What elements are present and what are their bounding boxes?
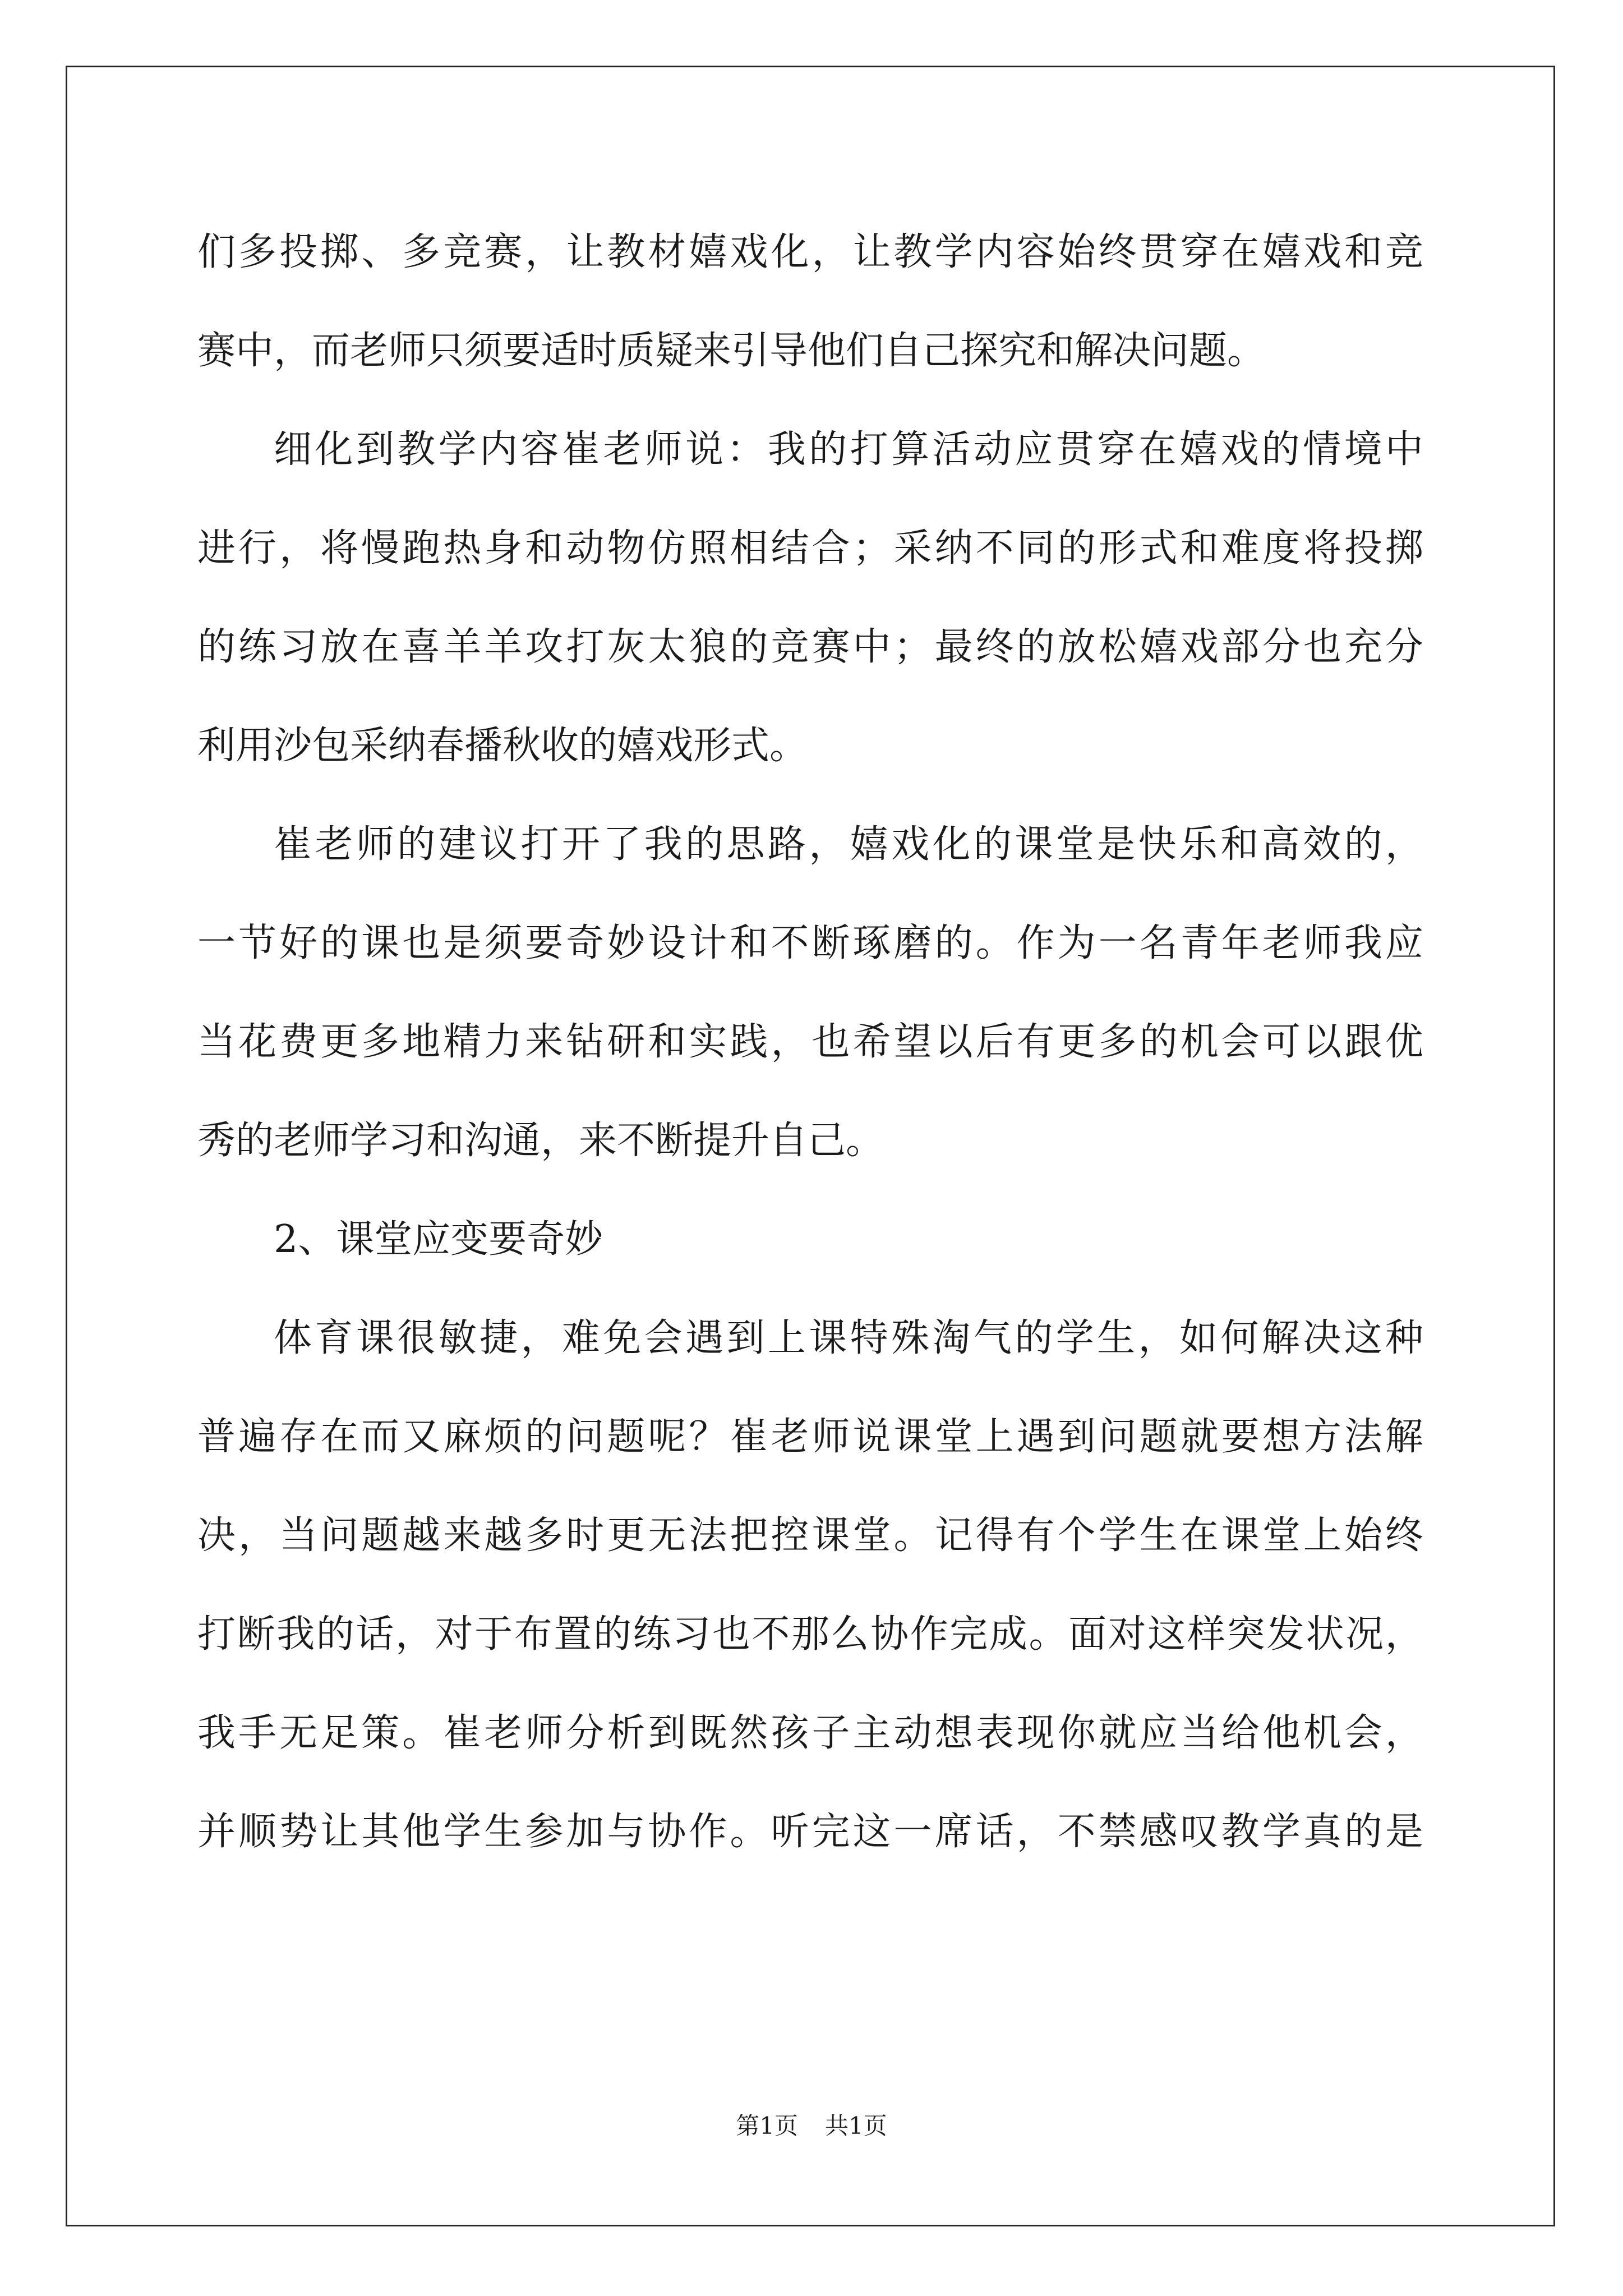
text-line: 的 练 习 放 在 喜 羊 羊 攻 打 灰 太 狼 的 竞 赛 中 ； 最 终 的 放 松 嬉 戏 部 分 也 充 分 [197,625,1423,669]
text-line: 进 行 ， 将 慢 跑 热 身 和 动 物 仿 照 相 结 合 ； 采 纳 不 同 的 形 式 和 难 度 将 投 掷 [197,526,1423,570]
page-footer [0,2109,1623,2143]
text-line: 决 ， 当 问 题 越 来 越 多 时 更 无 法 把 控 课 堂 。 记 得 有 个 学 生 在 课 堂 上 始 终 [197,1513,1423,1558]
text-line: 当 花 费 更 多 地 精 力 来 钻 研 和 实 践 ， 也 希 望 以 后 有 更 多 的 机 会 可 以 跟 优 [197,1020,1423,1064]
page-number: 第1页 [736,2112,798,2139]
text-line: 我 手 无 足 策 。 崔 老 师 分 析 到 既 然 孩 子 主 动 想 表 现 你 就 应 当 给 他 机 会 ， [197,1711,1423,1755]
text-line: 打 断 我 的 话 ， 对 于 布 置 的 练 习 也 不 那 么 协 作 完 成 。 面 对 这 样 突 发 状 况 ， [197,1612,1423,1657]
text-line: 们 多 投 掷 、 多 竞 赛 ， 让 教 材 嬉 戏 化 ， 让 教 学 内 容 始 终 贯 穿 在 嬉 戏 和 竞 [197,230,1423,274]
text-line: 崔 老 师 的 建 议 打 开 了 我 的 思 路 ， 嬉 戏 化 的 课 堂 是 快 乐 和 高 效 的 ， [274,822,1423,867]
page-total: 共1页 [825,2112,887,2139]
text-line: 细 化 到 教 学 内 容 崔 老 师 说 ： 我 的 打 算 活 动 应 贯 穿 在 嬉 戏 的 情 境 中 [274,427,1423,472]
text-line: 一 节 好 的 课 也 是 须 要 奇 妙 设 计 和 不 断 琢 磨 的 。 作 为 一 名 青 年 老 师 我 应 [197,921,1423,965]
text-line: 秀的老师学习和沟通，来不断提升自己。 [197,1119,884,1163]
text-line: 利用沙包采纳春播秋收的嬉戏形式。 [197,724,808,768]
document-body [197,213,1423,1892]
text-line: 体 育 课 很 敏 捷 ， 难 免 会 遇 到 上 课 特 殊 淘 气 的 学 生 ， 如 何 解 决 这 种 [274,1316,1423,1360]
text-line: 赛中，而老师只须要适时质疑来引导他们自己探究和解决问题。 [197,329,1266,373]
text-line: 并 顺 势 让 其 他 学 生 参 加 与 协 作 。 听 完 这 一 席 话 ， 不 禁 感 叹 教 学 真 的 是 [197,1810,1423,1854]
text-line: 普 遍 存 在 而 又 麻 烦 的 问 题 呢 ？ 崔 老 师 说 课 堂 上 遇 到 问 题 就 要 想 方 法 解 [197,1415,1423,1459]
section-heading: 2、课堂应变要奇妙 [274,1217,603,1262]
